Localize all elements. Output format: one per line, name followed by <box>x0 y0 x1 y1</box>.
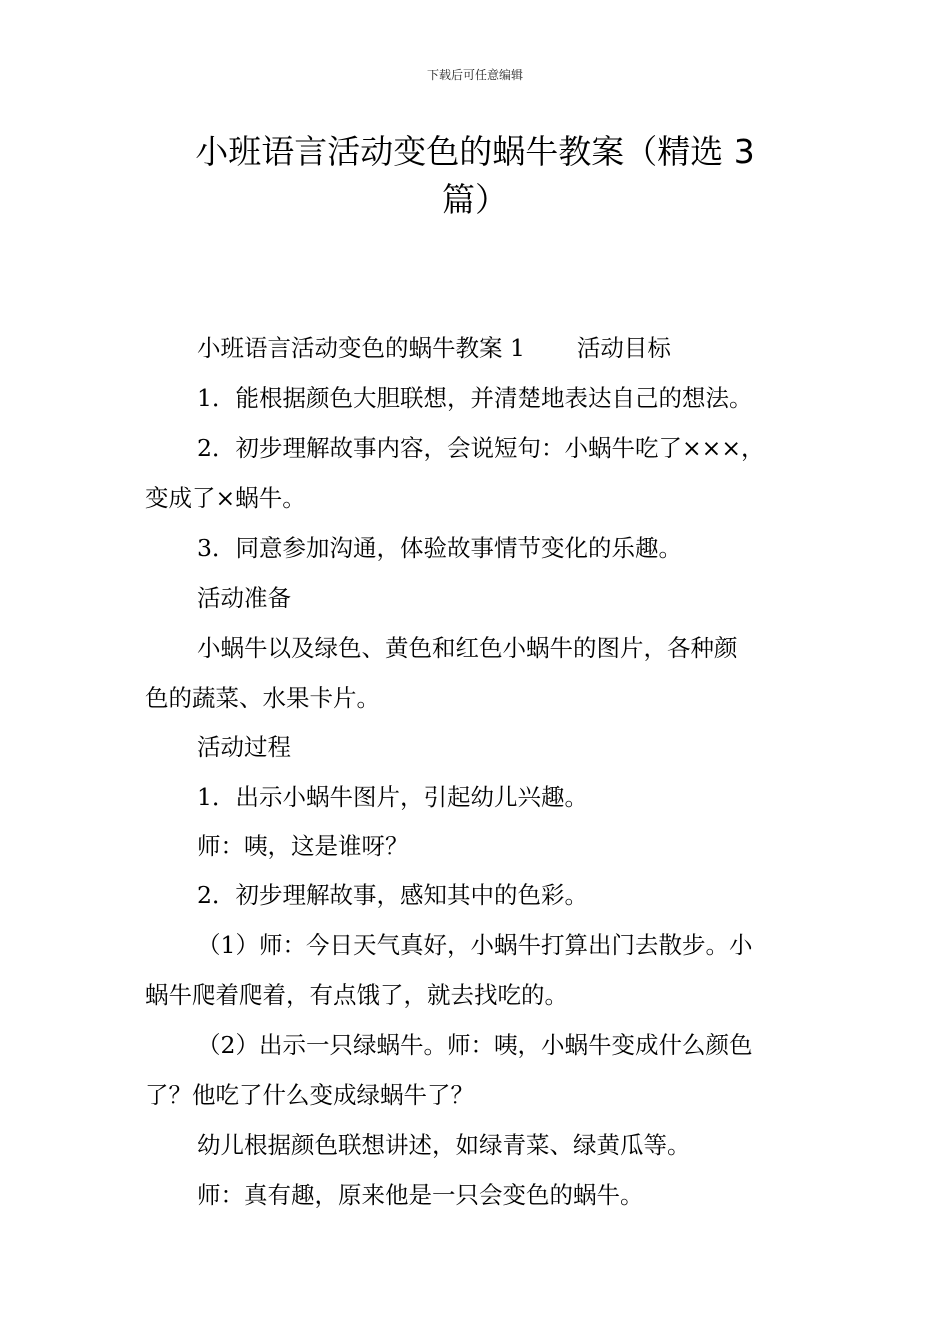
section-heading-goals: 活动目标 <box>576 334 671 362</box>
paragraph-substep-2-cont <box>145 1070 815 1120</box>
paragraph-goal-3: 3．同意参加沟通，体验故事情节变化的乐趣。 <box>197 534 682 562</box>
paragraph-line: （1）师：今日天气真好，小蜗牛打算出门去散步。小 <box>197 931 753 959</box>
paragraph-line: 变成了×蜗牛。 <box>145 484 306 512</box>
paragraph-substep-1 <box>145 920 815 970</box>
paragraph-goal-1: 1．能根据颜色大胆联想，并清楚地表达自己的想法。 <box>197 384 753 412</box>
paragraph-line: 了？他吃了什么变成绿蜗牛了？ <box>145 1081 474 1109</box>
paragraph-prep-cont <box>145 673 815 723</box>
paragraph-line: 色的蔬菜、水果卡片。 <box>145 684 380 712</box>
paragraph-line: 蜗牛爬着爬着，有点饿了，就去找吃的。 <box>145 981 568 1009</box>
section-heading-prep: 活动准备 <box>197 584 291 612</box>
paragraph-step-2: 2．初步理解故事，感知其中的色彩。 <box>197 881 588 909</box>
section-heading-process: 活动过程 <box>197 733 291 761</box>
paragraph-prep <box>145 623 815 673</box>
paragraph-line: 2．初步理解故事内容，会说短句：小蜗牛吃了×××， <box>197 434 765 462</box>
paragraph-goal-2-cont <box>145 473 815 523</box>
paragraph-substep-1-cont <box>145 970 815 1020</box>
paragraph-line: （2）出示一只绿蜗牛。师：咦，小蜗牛变成什么颜色 <box>197 1031 753 1059</box>
title-line-2: 篇） <box>442 180 508 219</box>
paragraph-child-response: 幼儿根据颜色联想讲述，如绿青菜、绿黄瓜等。 <box>197 1131 691 1159</box>
paragraph-goal-2 <box>145 423 815 473</box>
header-note: 下载后可任意编辑 <box>426 68 523 82</box>
paragraph-heading-1 <box>145 323 815 373</box>
paragraph-teacher-line: 师：咦，这是谁呀？ <box>197 832 409 860</box>
paragraph-teacher-conclusion: 师：真有趣，原来他是一只会变色的蜗牛。 <box>197 1181 644 1209</box>
paragraph-step-1: 1．出示小蜗牛图片，引起幼儿兴趣。 <box>197 783 588 811</box>
paragraph-substep-2 <box>145 1020 815 1070</box>
lesson-plan-heading: 小班语言活动变色的蜗牛教案 1 <box>197 334 525 362</box>
document-title <box>150 128 800 224</box>
title-line-1: 小班语言活动变色的蜗牛教案（精选 3 <box>195 132 755 171</box>
paragraph-line: 小蜗牛以及绿色、黄色和红色小蜗牛的图片，各种颜 <box>197 634 738 662</box>
